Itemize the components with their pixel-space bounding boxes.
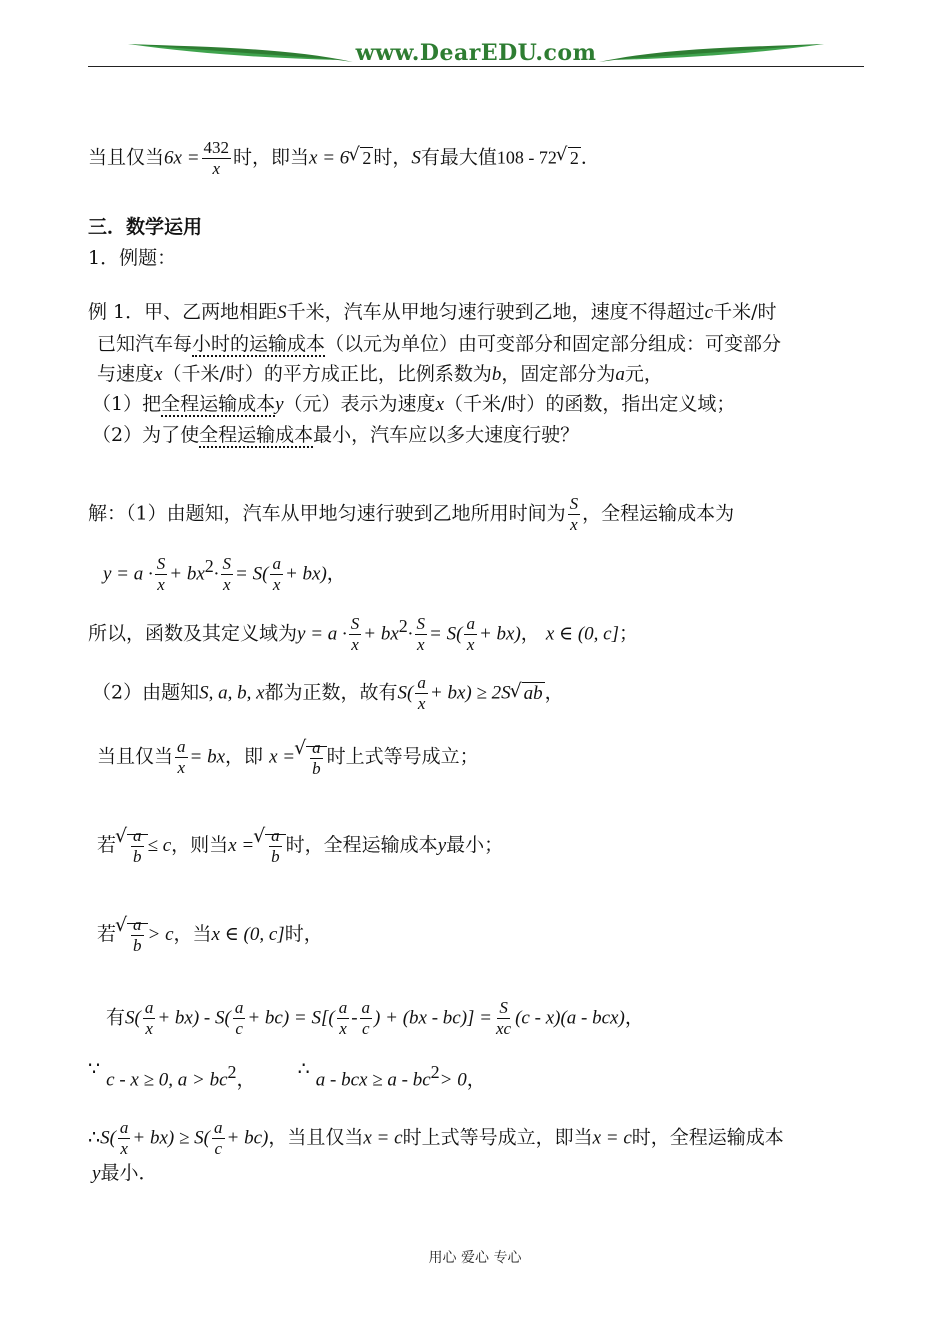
text: 最小； [446, 833, 504, 856]
text: ，全程运输成本为 [582, 502, 735, 525]
difference-equation-line [106, 998, 644, 1039]
fraction [415, 673, 428, 714]
problem-part-1 [92, 391, 735, 418]
exponent: 2 [398, 616, 408, 636]
denominator: xc [496, 1019, 512, 1038]
math: ≤ c [147, 834, 172, 856]
text: ， [544, 681, 564, 704]
math: + bc) [226, 1127, 269, 1149]
numerator: a [417, 673, 426, 692]
text: 时，全程运输成本 [631, 1126, 784, 1149]
example-heading: 1．例题： [88, 247, 177, 269]
text: ， [326, 562, 346, 585]
text: 例 1．甲、乙两地相距 [88, 301, 278, 323]
fraction [269, 826, 282, 867]
math: S( [100, 1127, 116, 1149]
denominator: x [339, 1019, 347, 1038]
fraction [494, 998, 513, 1039]
denominator: x [417, 694, 426, 713]
text: ， [236, 1068, 256, 1091]
math: - [351, 1007, 358, 1029]
numerator: √ a [271, 826, 280, 845]
equality-condition-line [97, 737, 479, 779]
solution-part-2-line [92, 673, 564, 714]
result-line [88, 138, 600, 179]
math: S( [125, 1007, 141, 1029]
denominator: b [133, 936, 142, 955]
fraction [118, 1118, 131, 1159]
sqrt [349, 145, 373, 171]
numerator: S [350, 613, 360, 633]
exponent: 2 [204, 556, 214, 576]
text: 最小，汽车应以多大速度行驶？ [313, 424, 580, 446]
numerator: a [361, 998, 371, 1017]
math: · [407, 623, 413, 645]
case-1-line [97, 826, 503, 867]
math: + bx) ≥ S( [132, 1127, 211, 1149]
math: y = a · [103, 563, 153, 585]
text: 有 [106, 1006, 126, 1029]
text: 时， [284, 922, 323, 945]
numerator: a [144, 998, 154, 1017]
because-line [88, 1059, 486, 1093]
text: ，当且仅当 [268, 1126, 364, 1149]
text: 元， [624, 363, 663, 385]
numerator: S [156, 553, 166, 573]
text: ，即 [225, 745, 264, 768]
math: + bx) [284, 563, 327, 585]
numerator: S [569, 494, 579, 513]
math: x [154, 364, 163, 385]
math: x = [228, 834, 255, 856]
because-symbol: ∵ [88, 1058, 101, 1081]
math: y [437, 834, 447, 856]
text: ； [619, 622, 639, 645]
problem-part-2 [92, 422, 579, 448]
fraction [131, 826, 144, 867]
fraction [233, 998, 246, 1039]
problem-line-2 [97, 331, 781, 357]
math: c - x ≥ 0, a > bc [106, 1069, 228, 1091]
numerator: √ a [133, 915, 142, 934]
exponent: 2 [227, 1062, 237, 1082]
math: + bx [363, 623, 399, 645]
sqrt [511, 681, 545, 707]
text: 时上式等号成立，即当 [402, 1126, 593, 1149]
numerator: a [177, 737, 186, 756]
sqrt [116, 826, 148, 867]
text: 最小． [100, 1162, 158, 1184]
text: ， [520, 622, 540, 645]
fraction [131, 915, 144, 956]
numerator: a [338, 998, 348, 1017]
text: 千米，汽车从甲地匀速行驶到乙地，速度不得超过 [286, 301, 705, 323]
math: x ∈ (0, c] [211, 923, 285, 945]
text: （2）由题知 [92, 681, 200, 704]
text: 都为正数，故有 [264, 681, 398, 704]
math: + bx) ≥ 2S [429, 682, 511, 704]
text: 当且仅当 [97, 745, 174, 768]
fraction [143, 998, 156, 1039]
math: y = a · [297, 623, 347, 645]
text: 与速度 [97, 363, 155, 385]
math: + bc) = S[( [247, 1007, 335, 1029]
fraction [175, 737, 188, 778]
text: ，当 [173, 922, 212, 945]
solution-line-1 [88, 494, 734, 535]
therefore-symbol: ∴ [297, 1058, 310, 1081]
math: a - bcx ≥ a - bc [315, 1069, 431, 1091]
therefore-symbol: ∴ [88, 1126, 101, 1149]
math: 6x = [164, 147, 200, 169]
math: · [213, 563, 219, 585]
math: y [275, 394, 284, 415]
text: ， [466, 1068, 486, 1091]
math: x [435, 394, 444, 415]
numerator: a [272, 553, 281, 573]
denominator: x [466, 634, 475, 654]
text: 时，全程运输成本 [285, 833, 438, 856]
text: ，则当 [171, 833, 229, 856]
text: 若 [97, 922, 117, 945]
exponent: 2 [430, 1062, 440, 1082]
solution-domain-line [88, 613, 638, 655]
conclusion-line [88, 1118, 784, 1159]
text: 时，即当 [233, 146, 310, 169]
text: （1）把 [92, 393, 162, 415]
denominator: x [212, 159, 221, 178]
problem-line-1 [88, 299, 777, 326]
text: 时， [373, 146, 412, 169]
section-heading: 三．数学运用 [88, 216, 203, 238]
radicand: 2 [569, 147, 579, 168]
radicand: ab [523, 682, 543, 704]
text: 千米/时 [713, 301, 777, 323]
math: a [615, 364, 625, 385]
math: x = [269, 746, 296, 768]
numerator: a [119, 1118, 129, 1137]
denominator: c [235, 1019, 243, 1038]
denominator: b [133, 847, 142, 866]
emphasized-text: 全程运输成本 [161, 393, 276, 415]
text: ． [580, 146, 600, 169]
math: S [411, 147, 421, 169]
math: + bx [169, 563, 205, 585]
text: （千米/时）的函数，指出定义域； [444, 393, 736, 415]
text: 当且仅当 [88, 146, 165, 169]
denominator: x [177, 758, 186, 777]
numerator: √ a [312, 737, 321, 757]
denominator: x [145, 1019, 153, 1038]
fraction [349, 614, 362, 655]
fraction [360, 998, 373, 1039]
math: x = c [363, 1127, 403, 1149]
math: ) + (bx - bc)] = [374, 1007, 493, 1029]
math: S( [397, 682, 414, 704]
math: (c - x)(a - bcx) [515, 1007, 625, 1029]
math: x = c [592, 1127, 632, 1149]
site-url: www.DearEDU.com [355, 40, 597, 66]
math: > c [147, 923, 174, 945]
sqrt [254, 826, 286, 867]
numerator: S [222, 553, 232, 573]
text: （千米/时）的平方成正比，比例系数为 [162, 363, 492, 385]
sqrt [557, 145, 581, 171]
denominator: x [351, 634, 359, 654]
sqrt [116, 915, 148, 956]
emphasized-text: 全程运输成本 [199, 424, 314, 446]
denominator: x [157, 574, 165, 594]
math: = S( [235, 563, 269, 585]
text: 解：（1）由题知，汽车从甲地匀速行驶到乙地所用时间为 [88, 502, 566, 525]
page-footer: 用心 爱心 专心 [428, 1250, 522, 1266]
text: （2）为了使 [92, 424, 200, 446]
denominator: x [570, 515, 578, 534]
math: = S( [429, 623, 463, 645]
fraction [310, 738, 323, 779]
fraction [337, 998, 350, 1039]
problem-line-3 [97, 361, 663, 388]
denominator: x [223, 574, 231, 594]
fraction [464, 614, 477, 655]
denominator: x [120, 1139, 128, 1158]
text: 已知汽车每 [97, 333, 193, 355]
numerator: 432 [203, 138, 230, 157]
numerator: a [214, 1118, 223, 1137]
math: S [277, 302, 287, 323]
fraction [270, 554, 283, 595]
fraction [202, 138, 232, 179]
numerator: √ a [133, 826, 142, 845]
denominator: c [214, 1139, 223, 1158]
emphasized-text: 小时的运输成本 [192, 333, 326, 355]
math: x ∈ (0, c] [545, 623, 620, 645]
math: y [92, 1163, 101, 1184]
numerator: a [466, 613, 475, 633]
text: 有最大值 [420, 146, 497, 169]
fraction [568, 494, 581, 535]
math: = bx [189, 746, 226, 768]
solution-equation-1 [103, 553, 346, 595]
text: 所以，函数及其定义域为 [88, 622, 298, 645]
fraction [415, 614, 428, 655]
numerator: a [234, 998, 244, 1017]
math: + bx) [478, 623, 521, 645]
math: x = 6 [309, 147, 350, 169]
math: + bx) - S( [157, 1007, 231, 1029]
denominator: b [271, 847, 280, 866]
math: S, a, b, x [199, 682, 265, 704]
numerator: S [416, 613, 426, 633]
fraction [212, 1118, 225, 1159]
fraction [155, 554, 168, 595]
text: （以元为单位）由可变部分和固定部分组成：可变部分 [325, 333, 782, 355]
math: b [491, 364, 502, 385]
text: 时上式等号成立； [326, 745, 479, 768]
case-2-line [97, 915, 323, 956]
denominator: x [417, 634, 425, 654]
header-rule [88, 66, 864, 67]
math: c [704, 302, 714, 323]
final-line [92, 1160, 157, 1187]
denominator: c [362, 1019, 370, 1038]
math: > 0 [439, 1069, 467, 1091]
fraction [221, 554, 234, 595]
text: ，固定部分为 [501, 363, 616, 385]
text: ， [624, 1006, 644, 1029]
denominator: x [272, 574, 281, 594]
text: 若 [97, 833, 117, 856]
sqrt [295, 738, 327, 779]
math: 108 - 72 [496, 147, 557, 168]
numerator: S [499, 998, 508, 1017]
text: （元）表示为速度 [283, 393, 436, 415]
radicand: 2 [362, 147, 372, 168]
denominator: b [312, 758, 321, 778]
